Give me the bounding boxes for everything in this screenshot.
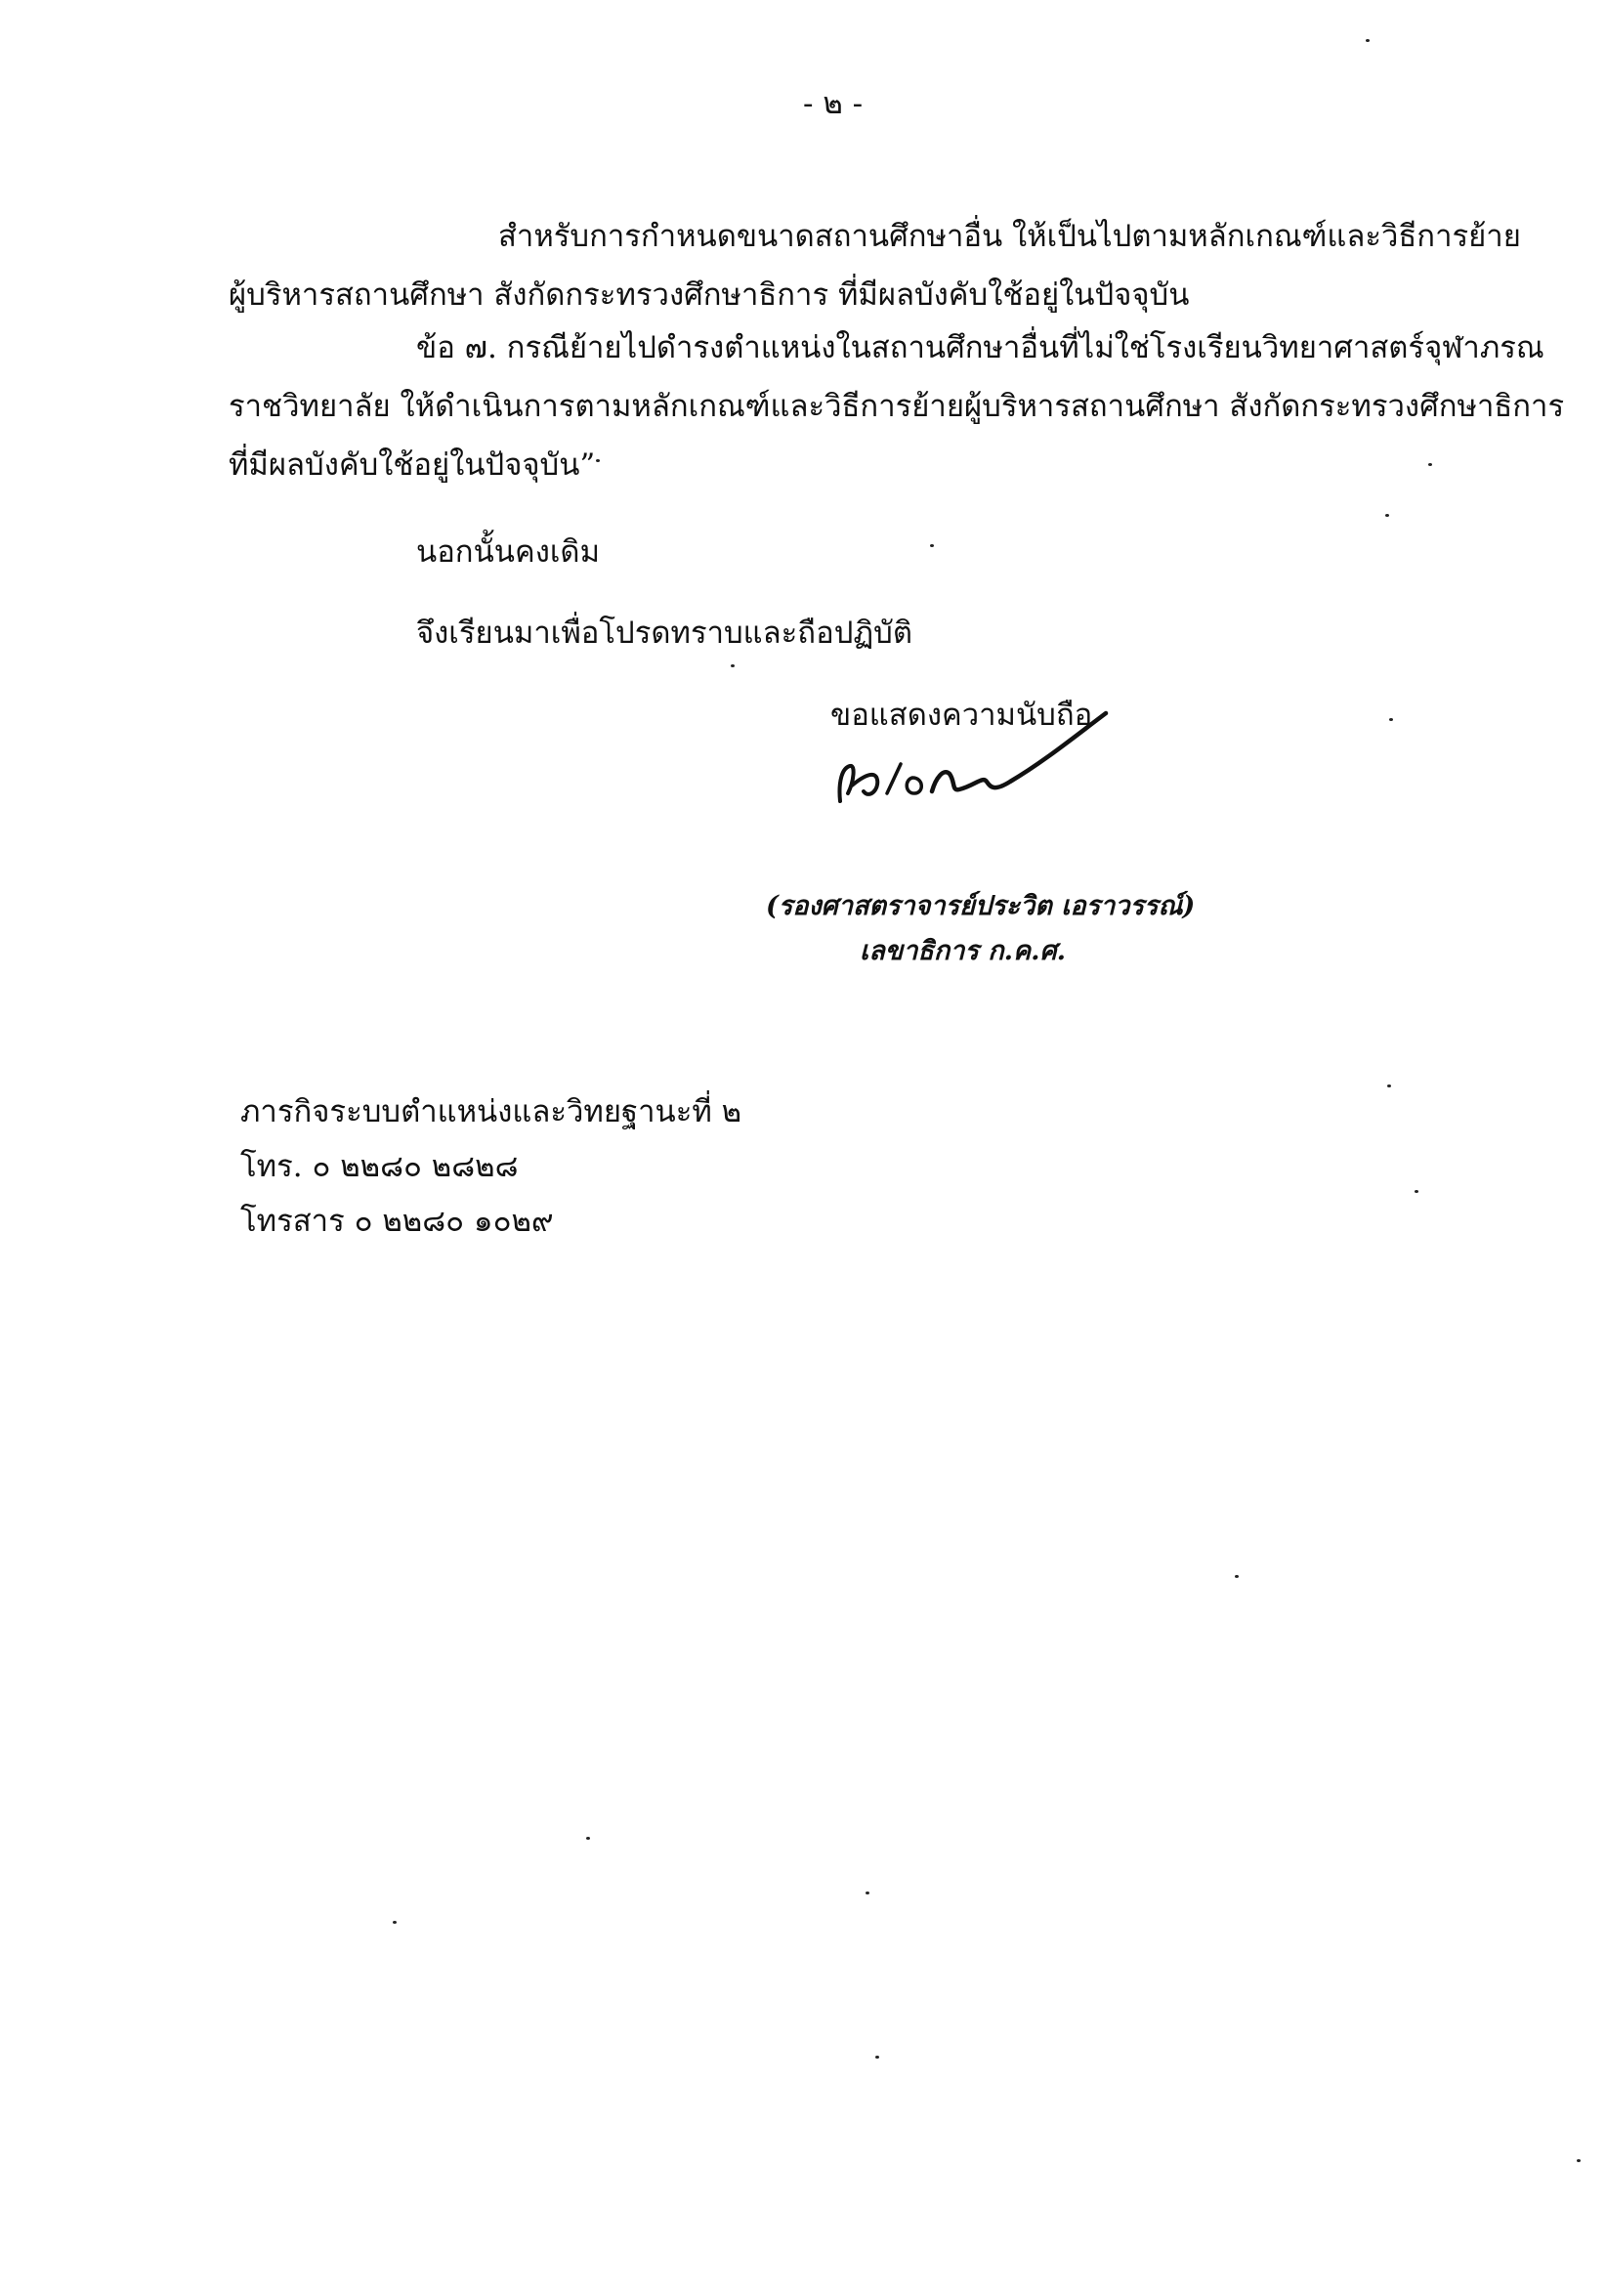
scan-speck	[731, 664, 735, 667]
footer-fax: โทรสาร ๐ ๒๒๘๐ ๑๐๒๙	[240, 1204, 554, 1239]
footer-office: ภารกิจระบบตำแหน่งและวิทยฐานะที่ ๒	[240, 1094, 742, 1129]
signer-name: (รองศาสตราจารย์ประวิต เอราวรรณ์)	[766, 891, 1196, 921]
paragraph-2-line-2: ราชวิทยาลัย ให้ดำเนินการตามหลักเกณฑ์และวิธีการย้ายผู้บริหารสถานศึกษา สังกัดกระทรวงศึกษาธิการ	[229, 389, 1565, 424]
scan-speck	[1385, 514, 1389, 517]
scan-speck	[393, 1921, 397, 1924]
page-number: - ๒ -	[803, 86, 864, 121]
footer-phone: โทร. ๐ ๒๒๘๐ ๒๘๒๘	[240, 1149, 519, 1184]
scan-speck	[596, 459, 600, 462]
scan-speck	[930, 544, 934, 547]
scan-speck	[875, 2056, 879, 2059]
paragraph-3: นอกนั้นคงเดิม	[416, 534, 600, 570]
scan-speck	[1235, 1575, 1239, 1578]
scan-speck	[1387, 1084, 1391, 1087]
scan-speck	[1389, 718, 1393, 721]
closing-regards: ขอแสดงความนับถือ	[830, 698, 1093, 733]
paragraph-1-line-2: ผู้บริหารสถานศึกษา สังกัดกระทรวงศึกษาธิการ ที่มีผลบังคับใช้อยู่ในปัจจุบัน	[229, 277, 1190, 313]
scan-speck	[1428, 463, 1432, 466]
scan-speck	[1366, 39, 1370, 42]
signer-title: เลขาธิการ ก.ค.ศ.	[860, 936, 1067, 966]
signature-image	[819, 684, 1112, 840]
scan-speck	[1415, 1190, 1418, 1193]
scan-speck	[586, 1837, 590, 1840]
paragraph-2-line-3: ที่มีผลบังคับใช้อยู่ในปัจจุบัน”	[229, 447, 596, 483]
paragraph-4: จึงเรียนมาเพื่อโปรดทราบและถือปฏิบัติ	[416, 616, 912, 651]
scan-speck	[866, 1892, 869, 1894]
paragraph-1-line-1: สำหรับการกำหนดขนาดสถานศึกษาอื่น ให้เป็นไปตามหลักเกณฑ์และวิธีการย้าย	[498, 219, 1521, 254]
scan-speck	[1577, 2159, 1581, 2162]
paragraph-2-line-1: ข้อ ๗. กรณีย้ายไปดำรงตำแหน่งในสถานศึกษาอื่นที่ไม่ใช่โรงเรียนวิทยาศาสตร์จุฬาภรณ	[416, 330, 1544, 365]
